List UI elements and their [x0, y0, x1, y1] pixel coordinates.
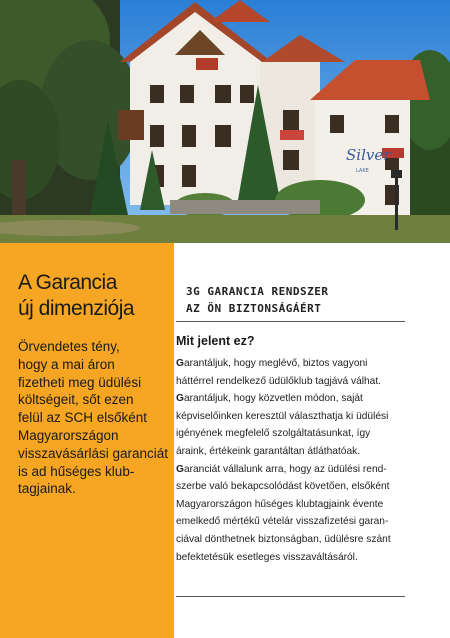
- paragraph-line: Garanciát vállalunk arra, hogy az üdülési rend-: [176, 463, 387, 475]
- heading-divider: [176, 321, 405, 322]
- paragraph-line: Garantáljuk, hogy közvetlen módon, saját: [176, 393, 363, 405]
- hotel-photo: [0, 0, 450, 243]
- paragraph-line: ciával dönthetnek biztonságban, üdülésre szánt: [176, 533, 391, 545]
- paragraph-line: szerbe való bekapcsolódást követően, elsőként: [176, 481, 390, 493]
- paragraph-line: igényének megfelelő szolgáltatásunkat, így: [176, 428, 371, 440]
- left-body-text: [18, 338, 168, 498]
- paragraph-line: háttérrel rendelkező üdülőklub tagjává válhat.: [176, 375, 382, 387]
- left-body-line: hogy a mai áron: [18, 356, 115, 372]
- paragraph-line: emelkedő mértékű vételár visszafizetési garan-: [176, 516, 389, 528]
- paragraph-line: Magyarországon hűséges klubtagjaink évente: [176, 498, 384, 510]
- left-body-line: felül az SCH elsőként: [18, 410, 148, 426]
- left-body-line: költségeit, sőt ezen: [18, 392, 134, 408]
- hotel-sign-text: Silver: [346, 146, 391, 164]
- drop-initial: G: [176, 393, 184, 405]
- left-body-line: is ad hűséges klub-: [18, 463, 135, 479]
- left-title-line: A Garancia: [18, 271, 117, 294]
- left-body-line: Örvendetes tény,: [18, 339, 120, 354]
- paragraph-line: áraink, értékeink garantáltan átláthatóak.: [176, 445, 361, 457]
- paragraph-line: befektetésük esetleges visszaváltásáról.: [176, 551, 358, 563]
- drop-initial: G: [176, 463, 184, 475]
- left-title-line: új dimenziója: [18, 297, 135, 320]
- drop-initial: G: [176, 358, 184, 369]
- left-body-line: tagjainak.: [18, 481, 76, 497]
- left-body-line: Magyarországon: [18, 427, 119, 443]
- section-heading-line: 3G GARANCIA RENDSZER: [186, 285, 329, 298]
- guarantee-body: [176, 355, 406, 566]
- left-body-line: fizetheti meg üdülési: [18, 374, 142, 390]
- left-body-line: visszavásárlási garanciát: [18, 445, 169, 461]
- section-heading-line: AZ ÖN BIZTONSÁGÁÉRT: [186, 302, 322, 315]
- question-heading: Mit jelent ez?: [176, 334, 255, 348]
- hotel-sign-subtext: LAKE: [356, 168, 369, 174]
- paragraph-line: Garantáljuk, hogy meglévő, biztos vagyoni: [176, 358, 368, 369]
- bottom-divider: [176, 596, 405, 597]
- left-title: [18, 270, 168, 322]
- paragraph-line: képviselőinken keresztül választhatja ki üdülési: [176, 410, 389, 422]
- section-heading: [186, 283, 416, 317]
